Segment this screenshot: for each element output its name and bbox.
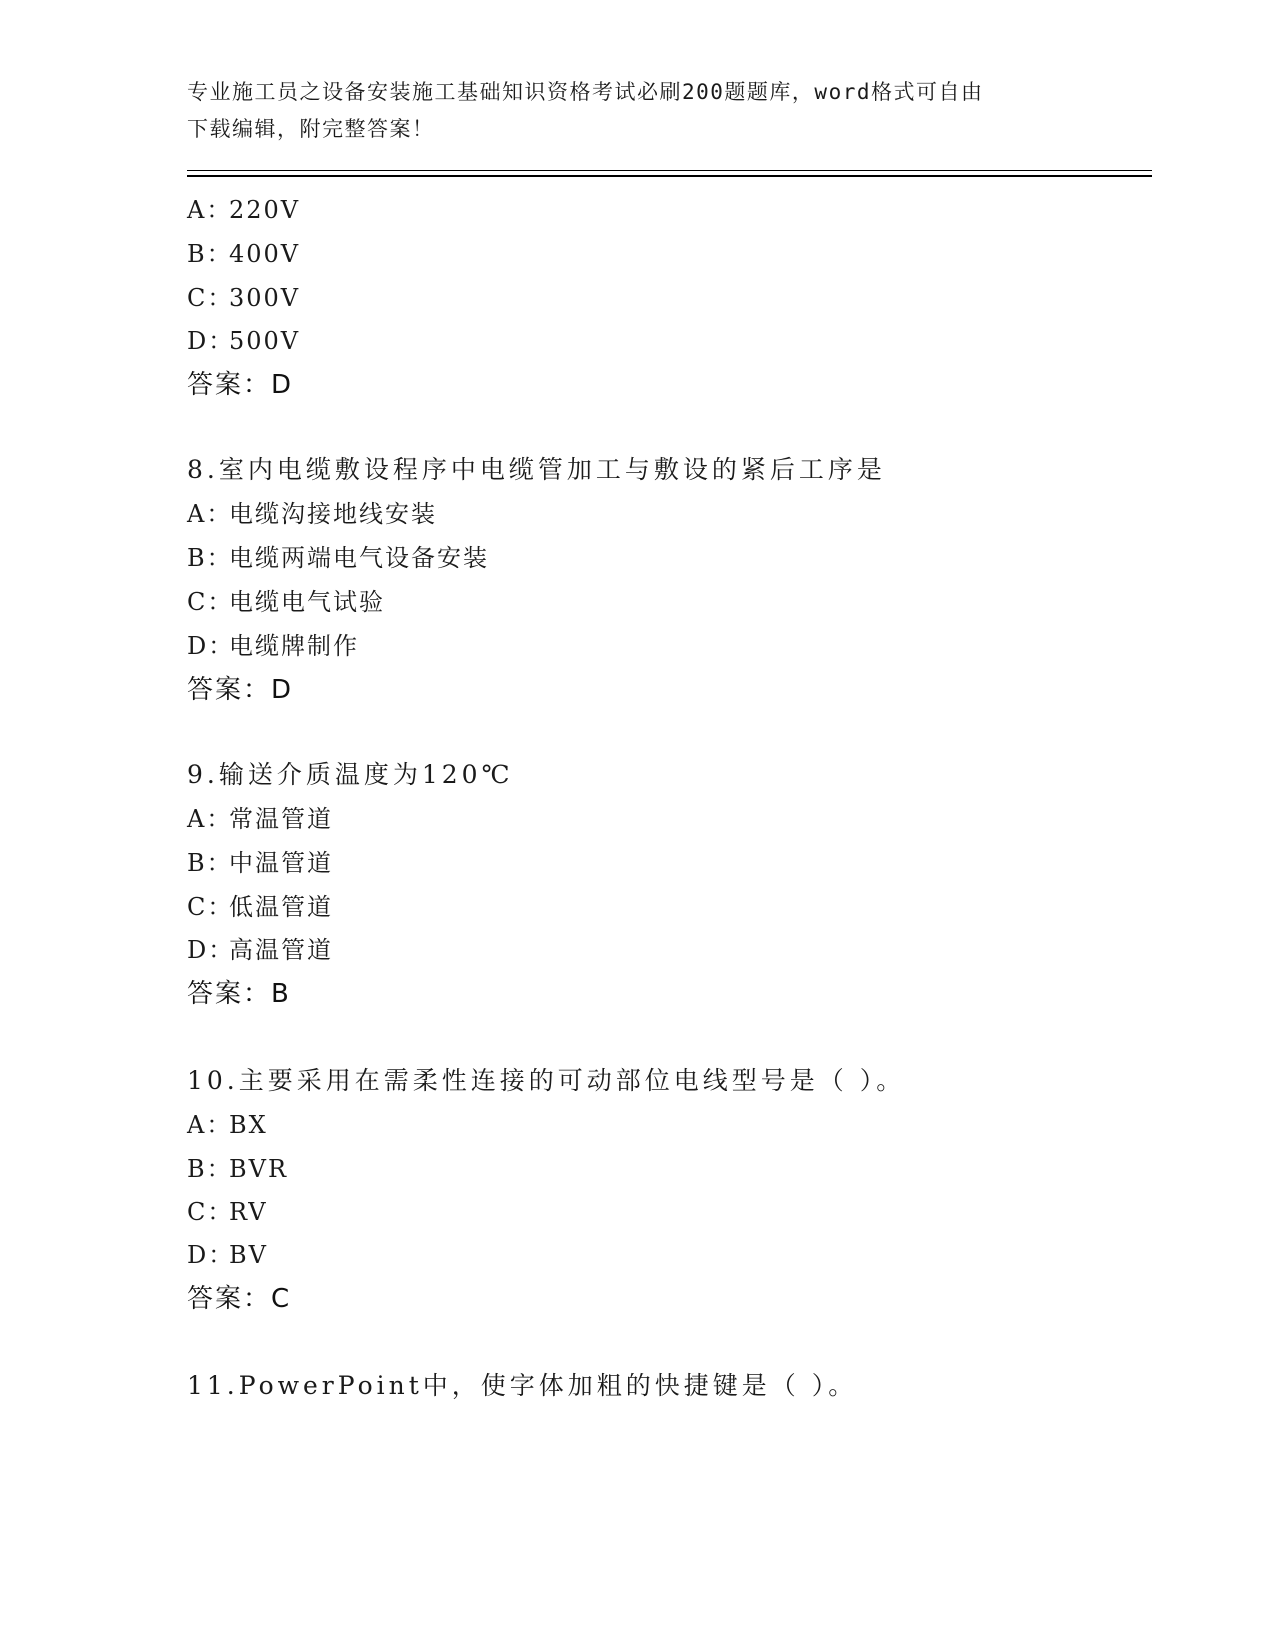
q9-option-d	[187, 930, 333, 965]
q8-answer: 答案：D	[187, 675, 294, 705]
option-text: 220V	[229, 196, 301, 224]
header-line-1: 专业施工员之设备安装施工基础知识资格考试必刷200题题库，word格式可自由	[187, 80, 984, 104]
option-text: 电缆电气试验	[229, 588, 385, 616]
option-text: 400V	[229, 240, 301, 268]
option-key: D：	[187, 632, 235, 660]
option-text: BV	[229, 1241, 268, 1269]
option-key: D：	[187, 1241, 235, 1269]
header-divider-thick	[187, 175, 1152, 177]
option-text: RV	[229, 1198, 268, 1226]
option-text: BVR	[229, 1155, 289, 1183]
q10-question: 10.主要采用在需柔性连接的可动部位电线型号是（ ）。	[187, 1066, 906, 1095]
q9-answer: 答案：B	[187, 979, 291, 1009]
q7-option-b	[187, 234, 300, 269]
option-key: B：	[187, 849, 233, 877]
option-text: 电缆沟接地线安装	[229, 500, 437, 528]
option-key: C：	[187, 1198, 234, 1226]
q10-option-c	[187, 1192, 268, 1227]
header-divider-thin	[187, 170, 1152, 171]
option-key: D：	[187, 936, 235, 964]
q10-option-d	[187, 1235, 268, 1270]
option-text: 500V	[229, 327, 301, 355]
q8-option-c	[187, 582, 385, 617]
option-text: 高温管道	[229, 936, 333, 964]
option-text: 电缆两端电气设备安装	[229, 544, 489, 572]
q7-option-a	[187, 190, 300, 225]
q7-answer: 答案：D	[187, 370, 294, 400]
header-line-2: 下载编辑，附完整答案！	[187, 117, 435, 141]
option-key: A：	[187, 500, 233, 528]
option-key: C：	[187, 588, 234, 616]
option-text: 常温管道	[229, 805, 333, 833]
option-key: B：	[187, 544, 233, 572]
q10-option-a	[187, 1105, 268, 1140]
option-key: A：	[187, 805, 233, 833]
q8-option-b	[187, 538, 489, 573]
q10-option-b	[187, 1149, 288, 1184]
option-key: B：	[187, 240, 233, 268]
option-text: 300V	[229, 284, 301, 312]
option-key: C：	[187, 284, 234, 312]
q8-option-a	[187, 494, 437, 529]
q8-question: 8.室内电缆敷设程序中电缆管加工与敷设的紧后工序是	[187, 455, 886, 484]
q8-option-d	[187, 626, 359, 661]
option-text: 低温管道	[229, 893, 333, 921]
document-header	[187, 74, 1067, 148]
option-key: D：	[187, 327, 235, 355]
option-key: C：	[187, 893, 234, 921]
option-text: BX	[229, 1111, 268, 1139]
q9-option-c	[187, 887, 333, 922]
q7-option-c	[187, 278, 300, 313]
q10-answer: 答案：C	[187, 1284, 292, 1314]
option-text: 中温管道	[229, 849, 333, 877]
option-text: 电缆牌制作	[229, 632, 359, 660]
q11-question: 11.PowerPoint中，使字体加粗的快捷键是（ ）。	[187, 1371, 858, 1400]
q9-option-b	[187, 843, 333, 878]
option-key: A：	[187, 1111, 233, 1139]
q9-question: 9.输送介质温度为120℃	[187, 760, 514, 789]
q7-option-d	[187, 321, 300, 356]
option-key: B：	[187, 1155, 233, 1183]
q9-option-a	[187, 799, 333, 834]
option-key: A：	[187, 196, 233, 224]
